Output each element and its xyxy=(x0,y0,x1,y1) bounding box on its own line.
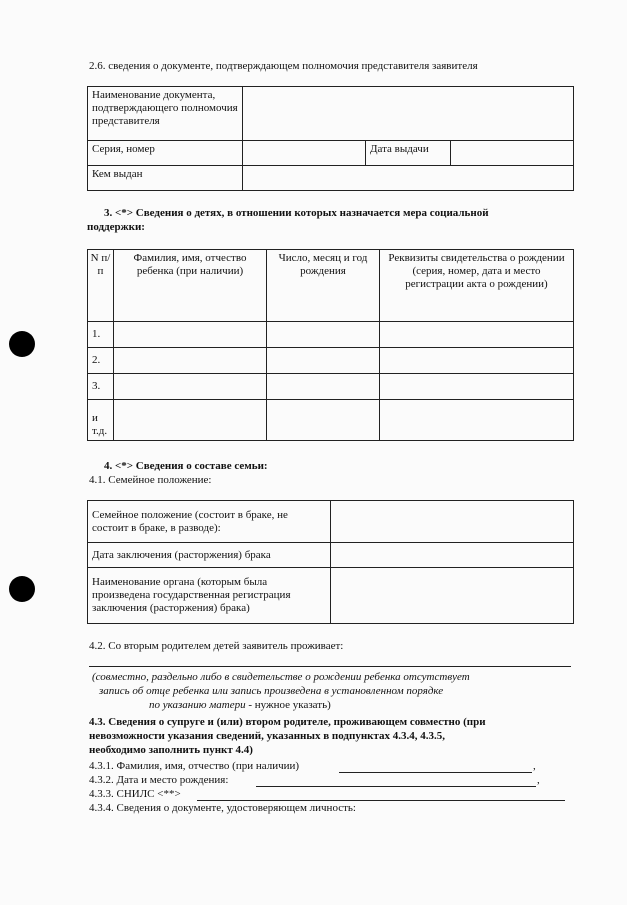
certificate-cell[interactable] xyxy=(380,322,574,348)
birth-date-cell[interactable] xyxy=(267,400,380,441)
table-row xyxy=(88,400,574,441)
family-status-table xyxy=(87,500,574,624)
col-child-name: Фамилия, имя, отчество ребенка (при наличии) xyxy=(114,250,267,322)
registry-body-value[interactable] xyxy=(331,568,574,624)
punch-hole-top xyxy=(9,331,35,357)
section-4-2-note-line1: (совместно, раздельно либо в свидетельстве о рождении ребенка отсутствует xyxy=(92,671,470,683)
section-4-2-label: 4.2. Со вторым родителем детей заявитель проживает: xyxy=(89,640,344,652)
series-number-value[interactable] xyxy=(243,141,366,166)
certificate-cell[interactable] xyxy=(380,400,574,441)
section-4-1-label: 4.1. Семейное положение: xyxy=(89,474,212,486)
marriage-date-label: Дата заключения (расторжения) брака xyxy=(88,543,331,568)
table-row xyxy=(88,374,574,400)
certificate-cell[interactable] xyxy=(380,348,574,374)
issued-by-value[interactable] xyxy=(243,166,574,191)
marital-status-value[interactable] xyxy=(331,501,574,543)
section-3-heading-line2: поддержки: xyxy=(87,221,145,233)
certificate-cell[interactable] xyxy=(380,374,574,400)
doc-name-value[interactable] xyxy=(243,87,574,141)
issue-date-label: Дата выдачи xyxy=(366,141,451,166)
item-4-3-3-label: 4.3.3. СНИЛС <**> xyxy=(89,788,181,800)
row-number: и т.д. xyxy=(88,400,114,441)
child-name-cell[interactable] xyxy=(114,322,267,348)
col-birth-certificate: Реквизиты свидетельства о рождении (серия, номер, дата и место регистрации акта о рождении) xyxy=(380,250,574,322)
row-number: 3. xyxy=(88,374,114,400)
spouse-name-field[interactable] xyxy=(339,772,532,773)
child-name-cell[interactable] xyxy=(114,374,267,400)
section-4-3-heading-line1: 4.3. Сведения о супруге и (или) втором родителе, проживающем совместно (при xyxy=(89,716,486,728)
birth-date-cell[interactable] xyxy=(267,348,380,374)
doc-name-label: Наименование документа, подтверждающего полномочия представителя xyxy=(88,87,243,141)
item-4-3-2-label: 4.3.2. Дата и место рождения: xyxy=(89,774,229,786)
child-name-cell[interactable] xyxy=(114,348,267,374)
section-4-2-note-line2: запись об отце ребенка или запись произведена в установленном порядке xyxy=(99,685,444,697)
punch-hole-bottom xyxy=(9,576,35,602)
spouse-snils-field[interactable] xyxy=(197,800,565,801)
issued-by-label: Кем выдан xyxy=(88,166,243,191)
section-4-2-note-line3: по указанию матери - нужное указать) xyxy=(149,699,331,711)
section-4-3-heading-line3: необходимо заполнить пункт 4.4) xyxy=(89,744,253,756)
section-4-3-heading-line2: невозможности указания сведений, указанных в подпунктах 4.3.4, 4.3.5, xyxy=(89,730,446,742)
section-2-6-heading: 2.6. сведения о документе, подтверждающем полномочия представителя заявителя xyxy=(89,60,478,72)
item-4-3-4-label: 4.3.4. Сведения о документе, удостоверяющем личность: xyxy=(89,802,356,814)
row-number: 1. xyxy=(88,322,114,348)
marital-status-label: Семейное положение (состоит в браке, не состоит в браке, в разводе): xyxy=(88,501,331,543)
table-row xyxy=(88,348,574,374)
col-number: N п/п xyxy=(88,250,114,322)
registry-body-label: Наименование органа (которым была произведена государственная регистрация заключения (расторжения) брака) xyxy=(88,568,331,624)
col-birth-date: Число, месяц и год рождения xyxy=(267,250,380,322)
row-number: 2. xyxy=(88,348,114,374)
item-4-3-2-comma: , xyxy=(537,774,540,786)
marriage-date-value[interactable] xyxy=(331,543,574,568)
series-number-label: Серия, номер xyxy=(88,141,243,166)
spouse-birth-field[interactable] xyxy=(256,786,536,787)
table-row xyxy=(88,322,574,348)
section-4-heading: 4. <*> Сведения о составе семьи: xyxy=(104,460,268,472)
section-3-heading-line1: 3. <*> Сведения о детях, в отношении которых назначается мера социальной xyxy=(104,207,489,219)
birth-date-cell[interactable] xyxy=(267,322,380,348)
child-name-cell[interactable] xyxy=(114,400,267,441)
issue-date-value[interactable] xyxy=(451,141,574,166)
item-4-3-1-label: 4.3.1. Фамилия, имя, отчество (при наличии) xyxy=(89,760,300,772)
children-table xyxy=(87,249,574,441)
birth-date-cell[interactable] xyxy=(267,374,380,400)
section-4-2-answer-line[interactable] xyxy=(89,666,571,667)
item-4-3-1-comma: , xyxy=(533,760,536,772)
representative-document-table xyxy=(87,86,574,191)
